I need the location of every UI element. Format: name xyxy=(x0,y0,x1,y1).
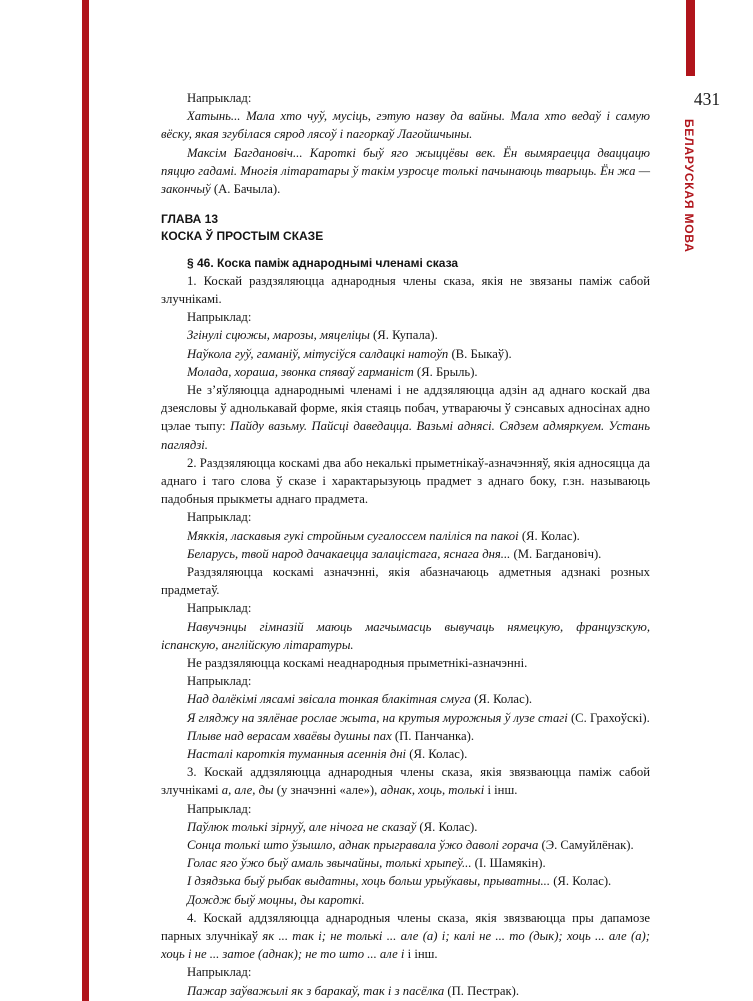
side-title xyxy=(682,119,700,259)
example-label: Напрыклад: xyxy=(187,91,252,105)
example-text: Дождж быў моцны, ды кароткі. xyxy=(187,892,365,907)
right-margin-rule xyxy=(686,0,695,76)
rule-paragraph: 3. Коскай аддзяляюцца аднародныя члены сказа, якія звязваюцца паміж сабой злучнікамі а, але, ды (у значэнні «але»), аднак, хоць, толькі і інш. xyxy=(161,765,650,798)
example-label: Напрыклад: xyxy=(187,601,252,616)
rule-paragraph: 2. Раздзяляюцца коскамі два або некалькі прыметнікаў-азначэнняў, якія адносяцца да аднаго і таго слова ў сказе і характарызуюць прадмет з аднаго боку, г.зн. называюць падобныя прыкметы аднаго прадмета. xyxy=(161,455,650,507)
example-text: Згінулі сцюжы, марозы, мяцеліцы (Я. Купала). xyxy=(187,328,438,343)
example-text: Над далёкімі лясамі звісала тонкая блакітная смуга (Я. Колас). xyxy=(187,692,533,707)
example-text: Пажар заўважылі як з баракаў, так і з пасёлка (П. Пестрак). xyxy=(187,983,520,998)
page-content xyxy=(161,89,650,1000)
example-label: Напрыклад: xyxy=(187,310,252,325)
example-text: Максім Багдановіч... Кароткі быў яго жыццёвы век. Ён вымяраецца дваццацю пяццю гадамі. Многія літаратары ў такім узросце толькі пачынаюць тварыць. Ён жа — закончыў (А. Бачыла). xyxy=(161,145,650,197)
example-text: Голас яго ўжо быў амаль звычайны, толькі хрыпеў... (І. Шамякін). xyxy=(187,856,546,871)
example-text: Насталі кароткія туманныя асеннія дні (Я. Колас). xyxy=(187,747,468,761)
example-label: Напрыклад: xyxy=(187,510,252,525)
rule-paragraph: 1. Коскай раздзяляюцца аднародныя члены сказа, якія не звязаны паміж сабой злучнікамі. xyxy=(161,273,650,306)
example-text: Мяккія, ласкавыя гукі стройным сугалоссем паліліся па пакоі (Я. Колас). xyxy=(187,528,580,543)
example-label: Напрыклад: xyxy=(187,801,252,816)
example-text: Хатынь... Мала хто чуў, мусіць, гэтую назву да вайны. Мала хто ведаў і самую вёску, якая згубілася сярод лясоў і пагоркаў Лагойшчыны. xyxy=(161,109,650,142)
example-text: Навучэнцы гімназій маюць магчымасць вывучаць нямецкую, французскую, іспанскую, англійскую літаратуры. xyxy=(161,619,650,652)
example-text: Сонца толькі што ўзышло, аднак прыгравала ўжо даволі горача (Э. Самуйлёнак). xyxy=(187,838,634,853)
example-text: Беларусь, твой народ дачакаецца залацістага, яснага дня... (М. Багдановіч). xyxy=(187,546,602,561)
example-text: Наўкола гуў, гаманіў, мітусіўся салдацкі натоўп (В. Быкаў). xyxy=(187,346,512,361)
rule-paragraph: 4. Коскай аддзяляюцца аднародныя члены сказа, якія звязваюцца пры дапамозе парных злучнікаў як ... так і; не толькі ... але (а) і; калі не ... то (дык); хоць ... але (а); хоць і не ... затое (аднак); не то што ... але і і інш. xyxy=(161,910,650,962)
rule-paragraph: Не з’яўляюцца аднароднымі членамі і не аддзяляюцца адзін ад аднаго коскай два дзеясловы ў аднолькавай форме, якія стаяць побач, утвараючы ў сэнсавых адносінах адно цэлае тыпу: Пайду вазьму. Пайсці даведацца. Вазьмі аднясі. Сядзем адмяркуем. Устань паглядзі. xyxy=(161,382,650,452)
example-text: Я гляджу на зялёнае рослае жыта, на крутыя мурожныя ў лузе стагі (С. Грахоўскі). xyxy=(187,710,650,725)
example-text: І дзядзька быў рыбак выдатны, хоць больш урыўкавы, прыватны... (Я. Колас). xyxy=(187,874,612,889)
section-title: § 46. Коска паміж аднароднымі членамі сказа xyxy=(187,256,459,271)
example-text: Молада, хораша, звонка спяваў гарманіст (Я. Брыль). xyxy=(187,364,478,379)
chapter-label: ГЛАВА 13 xyxy=(161,212,219,227)
side-title-text: БЕЛАРУСКАЯ МОВА xyxy=(682,119,696,253)
page-number: 431 xyxy=(693,89,721,109)
rule-paragraph: Раздзяляюцца коскамі азначэнні, якія абазначаюць адметныя адзнакі розных прадметаў. xyxy=(161,564,650,598)
rule-paragraph: Не раздзяляюцца коскамі неаднародныя прыметнікі-азначэнні. xyxy=(187,655,528,670)
example-label: Напрыклад: xyxy=(187,674,252,689)
left-margin-rule xyxy=(82,0,89,1001)
example-text: Паўлюк толькі зірнуў, але нічога не сказаў (Я. Колас). xyxy=(187,819,478,834)
chapter-title: КОСКА Ў ПРОСТЫМ СКАЗЕ xyxy=(161,228,324,243)
example-label: Напрыклад: xyxy=(187,965,252,980)
example-text: Плыве над верасам хваёвы душны пах (П. Панчанка). xyxy=(187,728,474,743)
